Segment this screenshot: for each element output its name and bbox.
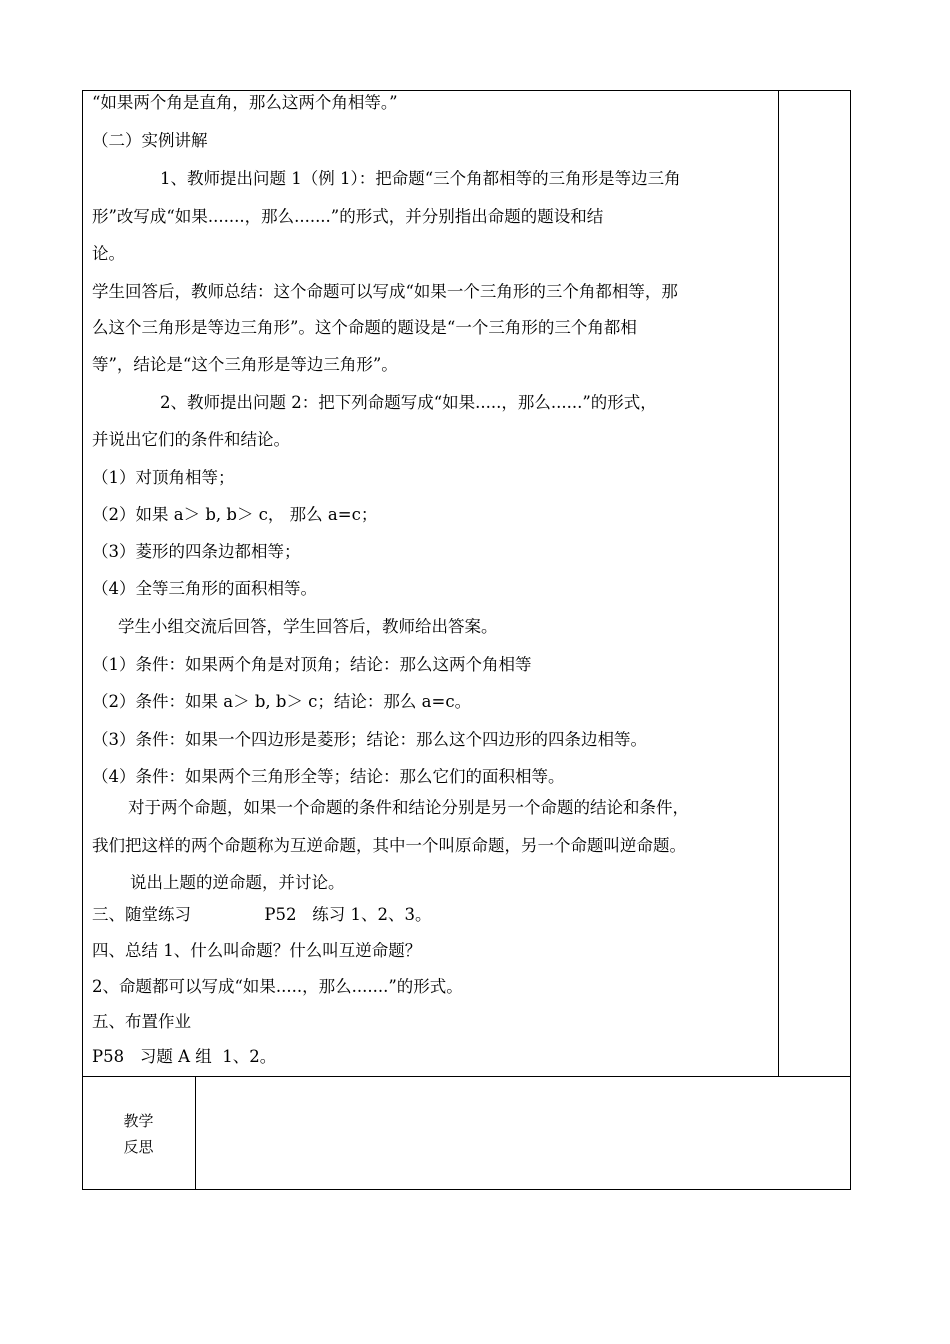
reflection-label-line1: 教学 (123, 1112, 154, 1130)
text-line: 2、命题都可以写成“如果.....，那么.......”的形式。 (92, 977, 463, 996)
section-heading: 四、总结 1、什么叫命题？什么叫互逆命题？ (92, 941, 422, 960)
text-line: 1、教师提出问题 1（例 1）：把命题“三个角都相等的三角形是等边三角 (160, 169, 681, 188)
text-line: 形”改写成“如果.......，那么.......”的形式，并分别指出命题的题设和结 (92, 207, 604, 226)
answer-item: （2）条件：如果 a＞ b, b＞ c；结论：那么 a=c。 (92, 692, 472, 711)
text-line: 学生回答后，教师总结：这个命题可以写成“如果一个三角形的三个角都相等，那 (92, 282, 678, 301)
reflection-label-cell (82, 1076, 195, 1190)
list-item: （3）菱形的四条边都相等； (92, 542, 301, 561)
text-line: 等”，结论是“这个三角形是等边三角形”。 (92, 355, 398, 374)
list-item: （1）对顶角相等； (92, 468, 235, 487)
text-line: “如果两个角是直角，那么这两个角相等。” (92, 93, 398, 112)
text-line: 说出上题的逆命题，并讨论。 (130, 873, 345, 892)
section-heading: （二）实例讲解 (92, 131, 208, 150)
answer-item: （1）条件：如果两个角是对顶角；结论：那么这两个角相等 (92, 655, 532, 674)
side-notes-cell (778, 90, 851, 1077)
text-line: 我们把这样的两个命题称为互逆命题，其中一个叫原命题，另一个命题叫逆命题。 (92, 836, 686, 855)
text-line: 对于两个命题，如果一个命题的条件和结论分别是另一个命题的结论和条件， (128, 798, 689, 817)
section-heading: 三、随堂练习 P52 练习 1、2、3。 (92, 905, 432, 924)
reflection-label-line2: 反思 (123, 1138, 154, 1156)
list-item: （4）全等三角形的面积相等。 (92, 579, 317, 598)
text-line: 么这个三角形是等边三角形”。这个命题的题设是“一个三角形的三个角都相 (92, 318, 637, 337)
list-item: （2）如果 a＞ b, b＞ c， 那么 a=c； (92, 505, 378, 524)
text-line: 论。 (92, 244, 125, 263)
reflection-body-cell (195, 1076, 851, 1190)
text-line: 并说出它们的条件和结论。 (92, 430, 290, 449)
answer-item: （4）条件：如果两个三角形全等；结论：那么它们的面积相等。 (92, 767, 565, 786)
text-line: 学生小组交流后回答，学生回答后，教师给出答案。 (118, 617, 498, 636)
section-heading: 五、布置作业 (92, 1012, 191, 1031)
answer-item: （3）条件：如果一个四边形是菱形；结论：那么这个四边形的四条边相等。 (92, 730, 647, 749)
text-line: 2、教师提出问题 2：把下列命题写成“如果.....，那么......”的形式， (160, 393, 657, 412)
text-line: P58 习题 A 组 1、2。 (92, 1047, 277, 1066)
